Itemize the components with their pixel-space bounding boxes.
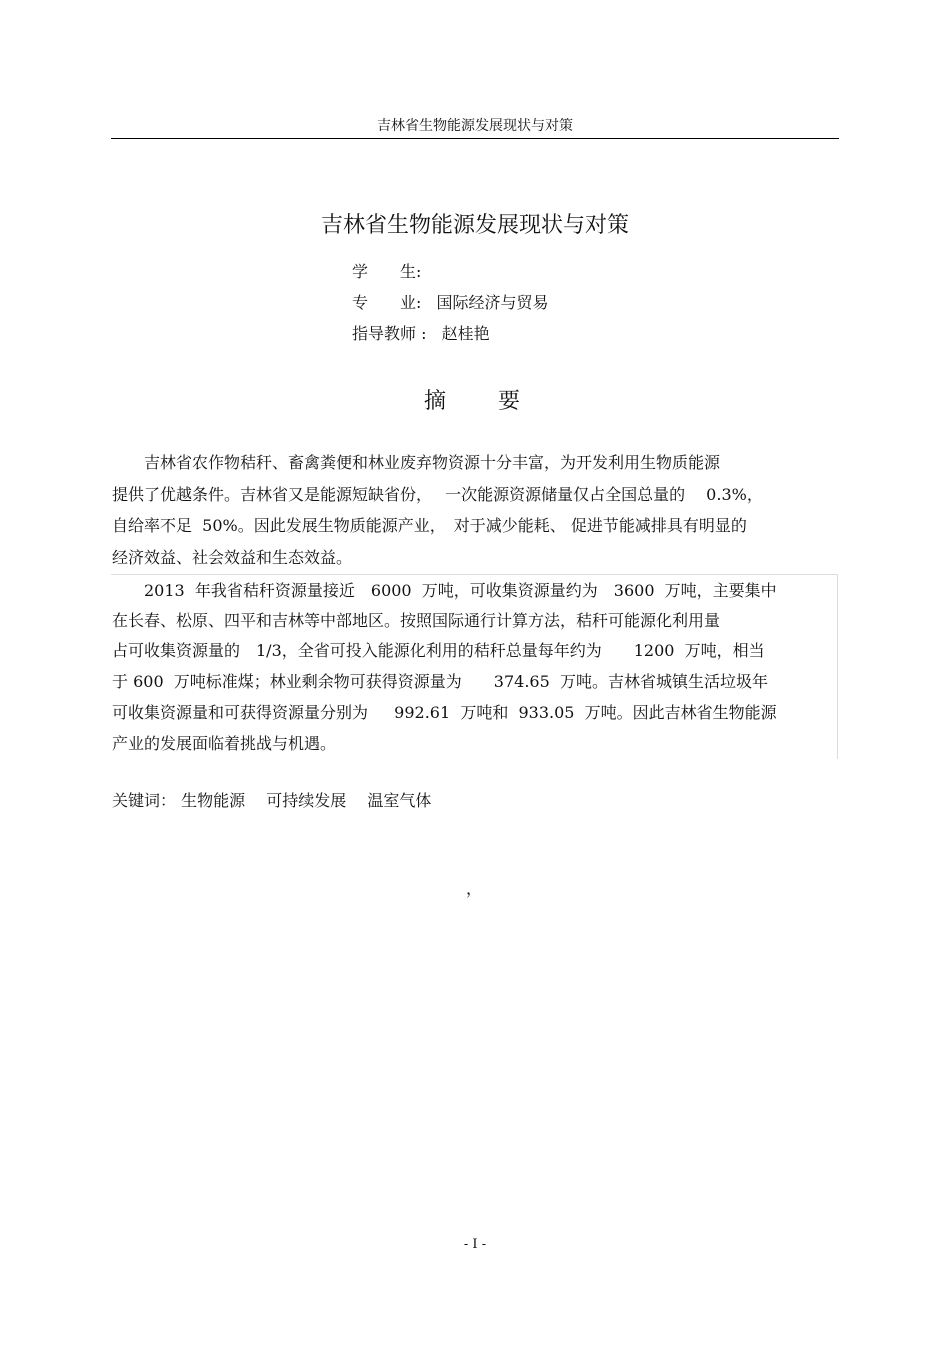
keywords xyxy=(112,788,447,811)
keyword-item: 可持续发展 xyxy=(266,791,347,810)
abstract-p1-line: 提供了优越条件。吉林省又是能源短缺省份， 一次能源资源储量仅占全国总量的 0.3%， xyxy=(112,485,763,504)
advisor-label: 指导教师 : xyxy=(352,324,427,343)
abstract-p2-line: 占可收集资源量的 1/3，全省可投入能源化利用的秸秆总量每年约为 1200 万吨，相当 xyxy=(112,641,765,660)
abstract-p2-line: 可收集资源量和可获得资源量分别为 992.61 万吨和 933.05 万吨。因此吉林省生物能源 xyxy=(112,703,777,722)
running-header: 吉林省生物能源发展现状与对策 xyxy=(377,118,573,134)
advisor-value: 赵桂艳 xyxy=(441,324,490,343)
major-label: 专 业: xyxy=(352,293,422,312)
header-divider xyxy=(111,138,839,139)
student-row xyxy=(352,259,437,282)
major-row xyxy=(352,290,549,313)
document-title: 吉林省生物能源发展现状与对策 xyxy=(320,213,629,238)
keywords-label: 关键词： xyxy=(112,791,177,810)
abstract-heading: 摘要 xyxy=(424,389,573,414)
keyword-item: 温室气体 xyxy=(367,791,432,810)
abstract-p1-line: 自给率不足 50%。因此发展生物质能源产业， 对于减少能耗、 促进节能减排具有明显的 xyxy=(112,516,747,535)
student-label: 学 生: xyxy=(352,262,422,281)
keyword-item: 生物能源 xyxy=(181,791,246,810)
page-number: - I - xyxy=(463,1237,487,1252)
stray-comma: ， xyxy=(466,879,483,898)
major-value: 国际经济与贸易 xyxy=(436,293,549,312)
abstract-p2-line: 2013 年我省秸秆资源量接近 6000 万吨，可收集资源量约为 3600 万吨，主要集中 xyxy=(112,581,777,600)
abstract-p2-line: 在长春、松原、四平和吉林等中部地区。按照国际通行计算方法，秸秆可能源化利用量 xyxy=(112,611,721,630)
abstract-p1-line: 吉林省农作物秸秆、畜禽粪便和林业废弃物资源十分丰富，为开发利用生物质能源 xyxy=(112,453,721,472)
abstract-p1-line: 经济效益、社会效益和生态效益。 xyxy=(112,548,353,567)
advisor-row xyxy=(352,321,490,344)
abstract-p2-line: 于 600 万吨标准煤；林业剩余物可获得资源量为 374.65 万吨。吉林省城镇生活垃圾年 xyxy=(112,672,768,691)
abstract-p2-line: 产业的发展面临着挑战与机遇。 xyxy=(112,734,337,753)
